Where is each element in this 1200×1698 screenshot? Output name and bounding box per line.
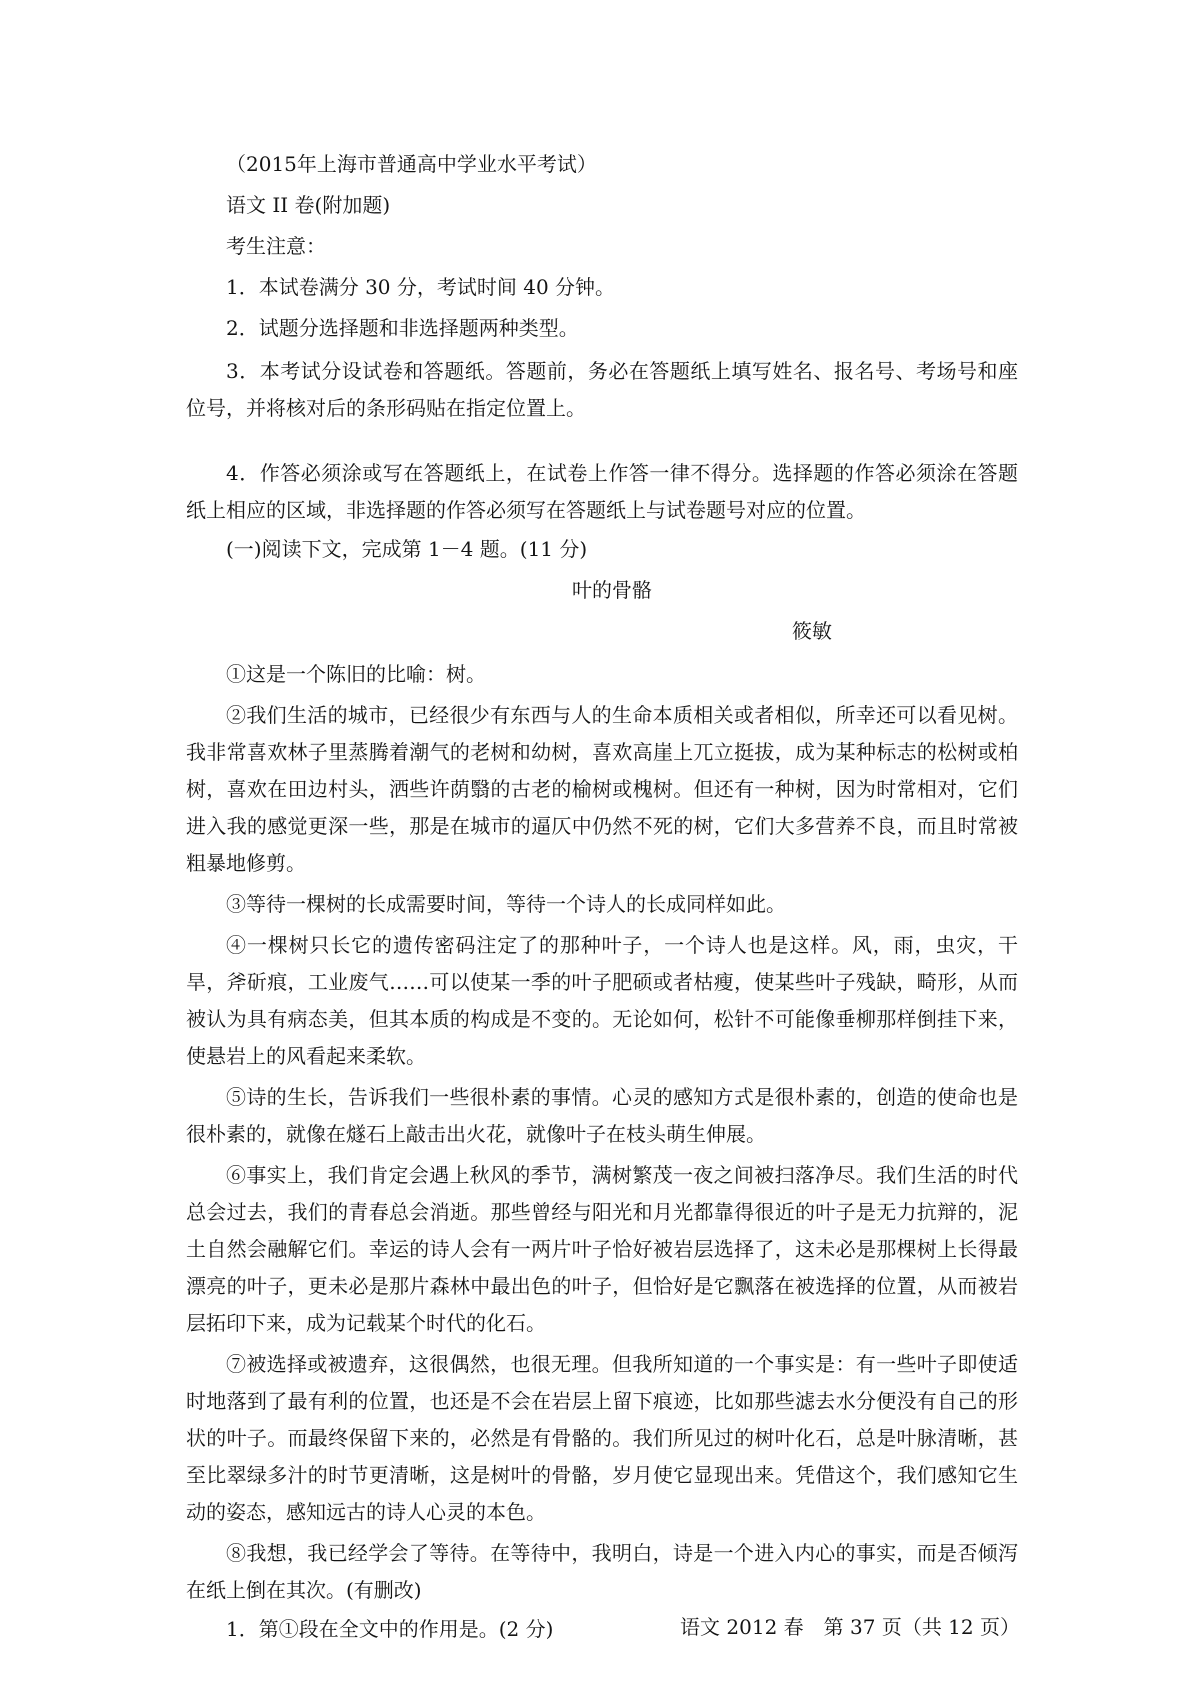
exam-title: （2015年上海市普通高中学业水平考试） (226, 152, 597, 176)
article-paragraph: ⑤诗的生长，告诉我们一些很朴素的事情。心灵的感知方式是很朴素的，创造的使命也是很朴素的，就像在燧石上敲击出火花，就像叶子在枝头萌生伸展。 (186, 1085, 1018, 1146)
notice-heading: 考生注意： (226, 234, 326, 258)
article-paragraph: ③等待一棵树的长成需要时间，等待一个诗人的长成同样如此。 (226, 892, 786, 916)
notice-item: 1．本试卷满分 30 分，考试时间 40 分钟。 (226, 275, 616, 299)
page-content (186, 148, 1018, 1654)
article-paragraph: ④一棵树只长它的遗传密码注定了的那种叶子，一个诗人也是这样。风，雨，虫灾，干旱，斧斫痕，工业废气……可以使某一季的叶子肥硕或者枯瘦，使某些叶子残缺，畸形，从而被认为具有病态美，但其本质的构成是不变的。无论如何，松针不可能像垂柳那样倒挂下来，使悬岩上的风看起来柔软。 (186, 933, 1018, 1068)
article-author: 筱敏 (792, 619, 832, 643)
paper-name: 语文 II 卷(附加题) (226, 193, 391, 217)
article-title: 叶的骨骼 (572, 578, 652, 602)
page-footer: 语文 2012 春 第 37 页（共 12 页） (680, 1615, 1020, 1639)
article-paragraph: ⑦被选择或被遗弃，这很偶然，也很无理。但我所知道的一个事实是：有一些叶子即使适时地落到了最有利的位置，也还是不会在岩层上留下痕迹，比如那些滤去水分便没有自己的形状的叶子。而最终保留下来的，必然是有骨骼的。我们所见过的树叶化石，总是叶脉清晰，甚至比翠绿多汁的时节更清晰，这是树叶的骨骼，岁月使它显现出来。凭借这个，我们感知它生动的姿态，感知远古的诗人心灵的本色。 (186, 1352, 1018, 1524)
notice-item: 3．本考试分设试卷和答题纸。答题前，务必在答题纸上填写姓名、报名号、考场号和座位号，并将核对后的条形码贴在指定位置上。 (186, 359, 1018, 420)
spacer (186, 431, 1018, 455)
article-paragraph: ⑥事实上，我们肯定会遇上秋风的季节，满树繁茂一夜之间被扫落净尽。我们生活的时代总会过去，我们的青春总会消逝。那些曾经与阳光和月光都靠得很近的叶子是无力抗辩的，泥土自然会融解它们。幸运的诗人会有一两片叶子恰好被岩层选择了，这未必是那棵树上长得最漂亮的叶子，更未必是那片森林中最出色的叶子，但恰好是它飘落在被选择的位置，从而被岩层拓印下来，成为记载某个时代的化石。 (186, 1163, 1018, 1335)
article-paragraph: ①这是一个陈旧的比喻：树。 (226, 662, 486, 686)
article-paragraph: ⑧我想，我已经学会了等待。在等待中，我明白，诗是一个进入内心的事实，而是否倾泻在纸上倒在其次。(有删改) (186, 1541, 1018, 1602)
section-instruction: (一)阅读下文，完成第 1－4 题。(11 分) (226, 537, 588, 561)
notice-item: 2．试题分选择题和非选择题两种类型。 (226, 316, 579, 340)
notice-item: 4．作答必须涂或写在答题纸上，在试卷上作答一律不得分。选择题的作答必须涂在答题纸上相应的区域，非选择题的作答必须写在答题纸上与试卷题号对应的位置。 (186, 461, 1018, 522)
article-paragraph: ②我们生活的城市，已经很少有东西与人的生命本质相关或者相似，所幸还可以看见树。我非常喜欢林子里蒸腾着潮气的老树和幼树，喜欢高崖上兀立挺拔，成为某种标志的松树或柏树，喜欢在田边村头，洒些许荫翳的古老的榆树或槐树。但还有一种树，因为时常相对，它们进入我的感觉更深一些，那是在城市的逼仄中仍然不死的树，它们大多营养不良，而且时常被粗暴地修剪。 (186, 703, 1018, 875)
question-item: 1．第①段在全文中的作用是。(2 分) (226, 1617, 554, 1641)
